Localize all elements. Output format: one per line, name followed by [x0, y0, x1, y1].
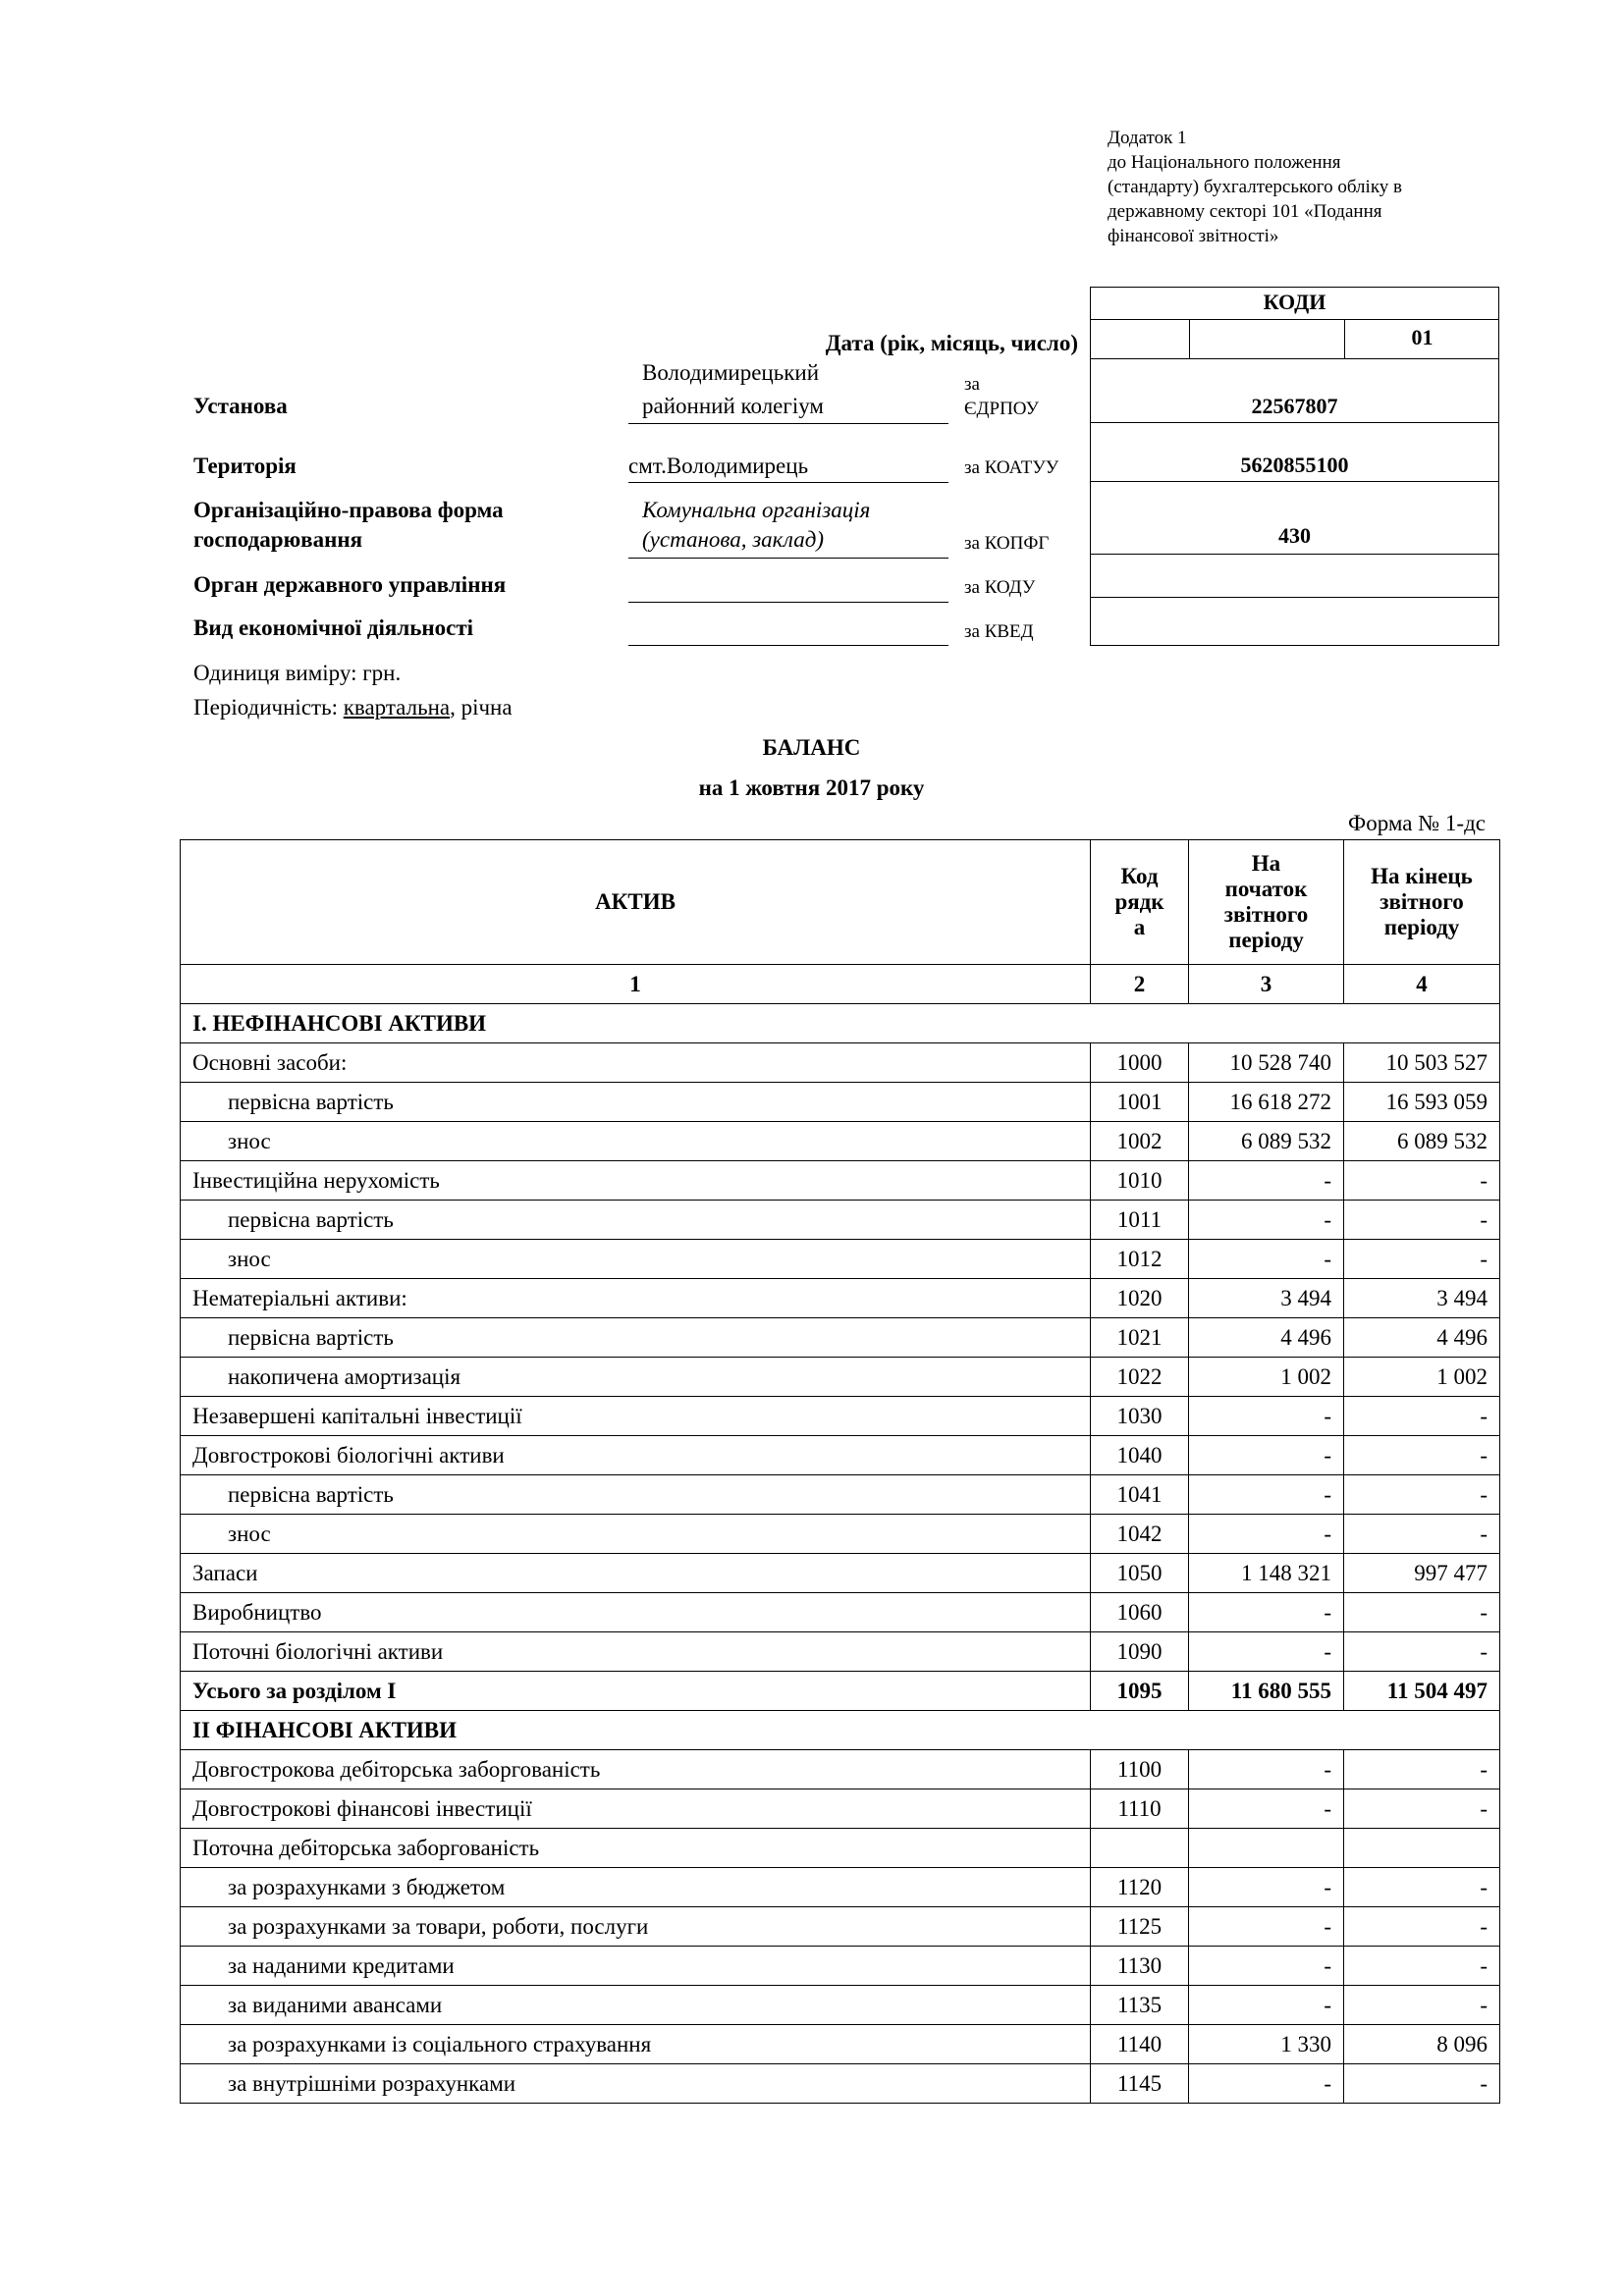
za-kved: за КВЕД	[964, 621, 1034, 642]
org-form-label-line1: Організаційно-правова форма	[193, 498, 504, 522]
za-edrpou-line2: ЄДРПОУ	[964, 399, 1039, 419]
row-value-end: -	[1344, 2064, 1500, 2104]
table-row	[181, 2064, 1500, 2104]
row-code: 1041	[1091, 1475, 1189, 1515]
row-value-end: 4 496	[1344, 1318, 1500, 1358]
row-value-end: 6 089 532	[1344, 1122, 1500, 1161]
row-value-start: 10 528 740	[1189, 1043, 1344, 1083]
row-value-end: -	[1344, 1789, 1500, 1829]
header-asset: АКТИВ	[181, 840, 1091, 965]
row-value-end: 3 494	[1344, 1279, 1500, 1318]
org-form-value-line1: Комунальна організація	[642, 498, 871, 522]
table-row	[181, 1515, 1500, 1554]
row-value-start: -	[1189, 2064, 1344, 2104]
table-row	[181, 2025, 1500, 2064]
row-label: за наданими кредитами	[181, 1947, 1091, 1986]
za-koatuu: за КОАТУУ	[964, 457, 1059, 478]
row-code: 1050	[1091, 1554, 1189, 1593]
table-row	[181, 1475, 1500, 1515]
row-value-end: -	[1344, 1947, 1500, 1986]
date-label: Дата (рік, місяць, число)	[825, 331, 1078, 355]
row-label: Довгострокові фінансові інвестиції	[181, 1789, 1091, 1829]
row-code	[1091, 1829, 1189, 1868]
table-row	[181, 1318, 1500, 1358]
za-kopfg: за КОПФГ	[964, 533, 1050, 554]
edrpou-code: 22567807	[1251, 394, 1338, 418]
org-form-label-line2: господарювання	[193, 527, 363, 552]
row-value-start: -	[1189, 1515, 1344, 1554]
row-code: 1130	[1091, 1947, 1189, 1986]
row-label: Основні засоби:	[181, 1043, 1091, 1083]
row-label: первісна вартість	[181, 1201, 1091, 1240]
row-code: 1030	[1091, 1397, 1189, 1436]
row-value-start: 1 002	[1189, 1358, 1344, 1397]
row-label: Нематеріальні активи:	[181, 1279, 1091, 1318]
koatuu-code: 5620855100	[1240, 453, 1349, 477]
row-code: 1012	[1091, 1240, 1189, 1279]
row-code: 1002	[1091, 1122, 1189, 1161]
row-value-start: -	[1189, 1986, 1344, 2025]
row-code: 1120	[1091, 1868, 1189, 1907]
row-value-end: 11 504 497	[1344, 1672, 1500, 1711]
table-row	[181, 1083, 1500, 1122]
header-end-line: звітного	[1380, 889, 1464, 914]
header-start-line: початок	[1224, 877, 1308, 901]
row-value-start: -	[1189, 1750, 1344, 1789]
header-end-line: На кінець	[1371, 864, 1473, 888]
za-kodu: за КОДУ	[964, 577, 1036, 598]
row-value-end: -	[1344, 1201, 1500, 1240]
row-value-start: -	[1189, 1240, 1344, 1279]
row-label: Усього за розділом I	[181, 1672, 1091, 1711]
appendix-line: (стандарту) бухгалтерського обліку в	[1108, 177, 1403, 197]
row-code: 1011	[1091, 1201, 1189, 1240]
table-row	[181, 1436, 1500, 1475]
row-value-start: 6 089 532	[1189, 1122, 1344, 1161]
table-row	[181, 1593, 1500, 1632]
row-label: Інвестиційна нерухомість	[181, 1161, 1091, 1201]
institution-value-line1: Володимирецький	[642, 360, 820, 385]
document-title: БАЛАНС	[762, 735, 861, 760]
section-title: II ФІНАНСОВІ АКТИВИ	[181, 1711, 1500, 1750]
row-value-end: -	[1344, 1161, 1500, 1201]
row-label: за внутрішніми розрахунками	[181, 2064, 1091, 2104]
table-row	[181, 1358, 1500, 1397]
row-label: накопичена амортизація	[181, 1358, 1091, 1397]
appendix-note	[1108, 126, 1481, 248]
row-label: первісна вартість	[181, 1318, 1091, 1358]
section-row	[181, 1711, 1500, 1750]
za-edrpou-line1: за	[964, 374, 980, 395]
header-code-line: рядк	[1114, 889, 1164, 914]
row-value-end: -	[1344, 1986, 1500, 2025]
header-period-end	[1344, 840, 1500, 965]
codes-box	[1090, 287, 1499, 646]
row-value-end: -	[1344, 1907, 1500, 1947]
column-number: 3	[1189, 965, 1344, 1004]
table-row	[181, 1161, 1500, 1201]
row-label: Поточна дебіторська заборгованість	[181, 1829, 1091, 1868]
row-code: 1001	[1091, 1083, 1189, 1122]
row-value-start: -	[1189, 1947, 1344, 1986]
row-label: первісна вартість	[181, 1083, 1091, 1122]
table-row	[181, 1868, 1500, 1907]
row-value-start: -	[1189, 1475, 1344, 1515]
table-row	[181, 1750, 1500, 1789]
table-row	[181, 1986, 1500, 2025]
section-row	[181, 1004, 1500, 1043]
row-value-end: 1 002	[1344, 1358, 1500, 1397]
table-row	[181, 1947, 1500, 1986]
date-day-code: 01	[1411, 325, 1434, 349]
row-value-end: -	[1344, 1475, 1500, 1515]
periodicity	[193, 695, 513, 721]
column-number: 4	[1344, 965, 1500, 1004]
territory-label: Територія	[193, 454, 297, 478]
row-value-end: 10 503 527	[1344, 1043, 1500, 1083]
org-form-value-line2: (установа, заклад)	[642, 527, 824, 552]
row-label: за розрахунками із соціального страхування	[181, 2025, 1091, 2064]
row-label: Довгострокові біологічні активи	[181, 1436, 1091, 1475]
row-code: 1022	[1091, 1358, 1189, 1397]
gov-body-label: Орган державного управління	[193, 572, 507, 597]
table-row	[181, 1397, 1500, 1436]
header-start-line: На	[1251, 851, 1281, 876]
row-value-start: 1 148 321	[1189, 1554, 1344, 1593]
periodicity-prefix: Періодичність:	[193, 695, 344, 720]
institution-label: Установа	[193, 394, 288, 418]
territory-value: смт.Володимирець	[628, 454, 809, 478]
row-value-start: -	[1189, 1436, 1344, 1475]
kopfg-code: 430	[1278, 523, 1311, 548]
table-row	[181, 1829, 1500, 1868]
row-label: знос	[181, 1240, 1091, 1279]
row-label: Запаси	[181, 1554, 1091, 1593]
row-label: знос	[181, 1122, 1091, 1161]
row-value-start: -	[1189, 1397, 1344, 1436]
row-code: 1010	[1091, 1161, 1189, 1201]
header-code-line: Код	[1120, 864, 1159, 888]
row-value-start: -	[1189, 1789, 1344, 1829]
row-label: Довгострокова дебіторська заборгованість	[181, 1750, 1091, 1789]
row-value-end: -	[1344, 1397, 1500, 1436]
section-title: І. НЕФІНАНСОВІ АКТИВИ	[181, 1004, 1500, 1043]
row-label: за розрахунками з бюджетом	[181, 1868, 1091, 1907]
table-row	[181, 1122, 1500, 1161]
row-label: первісна вартість	[181, 1475, 1091, 1515]
appendix-line: державному секторі 101 «Подання	[1108, 201, 1382, 222]
form-number: Форма № 1-дс	[1348, 811, 1486, 835]
row-value-start: -	[1189, 1161, 1344, 1201]
activity-label: Вид економічної діяльності	[193, 615, 474, 640]
table-row	[181, 1789, 1500, 1829]
row-value-end: -	[1344, 1515, 1500, 1554]
header-start-line: періоду	[1228, 928, 1304, 952]
header-period-start	[1189, 840, 1344, 965]
document-subtitle: на 1 жовтня 2017 року	[698, 775, 925, 800]
row-value-end	[1344, 1829, 1500, 1868]
row-value-start: 3 494	[1189, 1279, 1344, 1318]
row-value-start: -	[1189, 1868, 1344, 1907]
table-row	[181, 1240, 1500, 1279]
row-value-end: -	[1344, 1240, 1500, 1279]
header-code	[1091, 840, 1189, 965]
row-code: 1140	[1091, 2025, 1189, 2064]
column-number-row	[181, 965, 1500, 1004]
row-value-start: -	[1189, 1907, 1344, 1947]
row-label: за розрахунками за товари, роботи, послуги	[181, 1907, 1091, 1947]
row-value-end: 16 593 059	[1344, 1083, 1500, 1122]
row-value-end: -	[1344, 1868, 1500, 1907]
row-code: 1060	[1091, 1593, 1189, 1632]
balance-table	[180, 839, 1500, 2104]
header-start-line: звітного	[1223, 902, 1309, 927]
row-code: 1090	[1091, 1632, 1189, 1672]
row-value-end: 997 477	[1344, 1554, 1500, 1593]
row-code: 1042	[1091, 1515, 1189, 1554]
table-header-row	[181, 840, 1500, 965]
unit-of-measure: Одиниця виміру: грн.	[193, 661, 402, 685]
row-code: 1135	[1091, 1986, 1189, 2025]
row-value-start: -	[1189, 1201, 1344, 1240]
row-value-start: 11 680 555	[1189, 1672, 1344, 1711]
column-number: 2	[1091, 965, 1189, 1004]
institution-value-line2: районний колегіум	[642, 394, 824, 418]
appendix-line: до Національного положення	[1108, 152, 1341, 173]
codes-header: КОДИ	[1263, 290, 1326, 314]
row-label: Незавершені капітальні інвестиції	[181, 1397, 1091, 1436]
row-code: 1095	[1091, 1672, 1189, 1711]
appendix-line: фінансової звітності»	[1108, 226, 1279, 246]
row-code: 1021	[1091, 1318, 1189, 1358]
header-end-line: періоду	[1383, 915, 1460, 939]
table-row	[181, 1632, 1500, 1672]
row-label: за виданими авансами	[181, 1986, 1091, 2025]
periodicity-quarterly: квартальна	[343, 695, 451, 720]
row-label: Виробництво	[181, 1593, 1091, 1632]
row-label: знос	[181, 1515, 1091, 1554]
row-value-end: -	[1344, 1593, 1500, 1632]
row-code: 1125	[1091, 1907, 1189, 1947]
row-value-end: -	[1344, 1750, 1500, 1789]
row-value-start: 4 496	[1189, 1318, 1344, 1358]
table-row	[181, 1672, 1500, 1711]
column-number: 1	[181, 965, 1091, 1004]
row-value-end: 8 096	[1344, 2025, 1500, 2064]
row-code: 1145	[1091, 2064, 1189, 2104]
periodicity-suffix: , річна	[450, 695, 513, 720]
row-code: 1000	[1091, 1043, 1189, 1083]
row-value-start: -	[1189, 1632, 1344, 1672]
row-label: Поточні біологічні активи	[181, 1632, 1091, 1672]
row-value-start: 16 618 272	[1189, 1083, 1344, 1122]
row-code: 1100	[1091, 1750, 1189, 1789]
row-value-end: -	[1344, 1436, 1500, 1475]
header-code-line: а	[1133, 915, 1146, 939]
table-row	[181, 1043, 1500, 1083]
appendix-line: Додаток 1	[1108, 128, 1187, 148]
row-code: 1020	[1091, 1279, 1189, 1318]
row-value-start	[1189, 1829, 1344, 1868]
table-row	[181, 1279, 1500, 1318]
table-row	[181, 1554, 1500, 1593]
row-value-start: -	[1189, 1593, 1344, 1632]
row-code: 1110	[1091, 1789, 1189, 1829]
table-row	[181, 1907, 1500, 1947]
row-value-start: 1 330	[1189, 2025, 1344, 2064]
row-code: 1040	[1091, 1436, 1189, 1475]
table-row	[181, 1201, 1500, 1240]
row-value-end: -	[1344, 1632, 1500, 1672]
